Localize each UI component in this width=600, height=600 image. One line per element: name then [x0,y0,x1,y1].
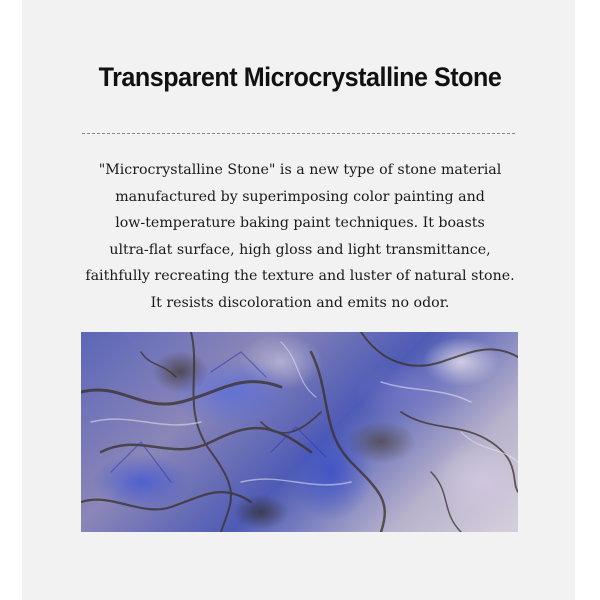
page-title: Transparent Microcrystalline Stone [98,62,502,92]
description-line: low-temperature baking paint techniques. It boasts [115,215,485,232]
stone-texture-image [81,332,518,532]
description-line: "Microcrystalline Stone" is a new type of stone material [98,162,502,178]
product-description [60,157,540,317]
stone-veins [81,332,518,532]
description-line: It resists discoloration and emits no odor. [150,294,450,311]
description-line: ultra-flat surface, high gloss and light transmittance, [109,241,491,258]
description-line: manufactured by superimposing color painting and [115,188,485,205]
dashed-divider [82,133,515,134]
description-line: faithfully recreating the texture and luster of natural stone. [85,268,515,285]
